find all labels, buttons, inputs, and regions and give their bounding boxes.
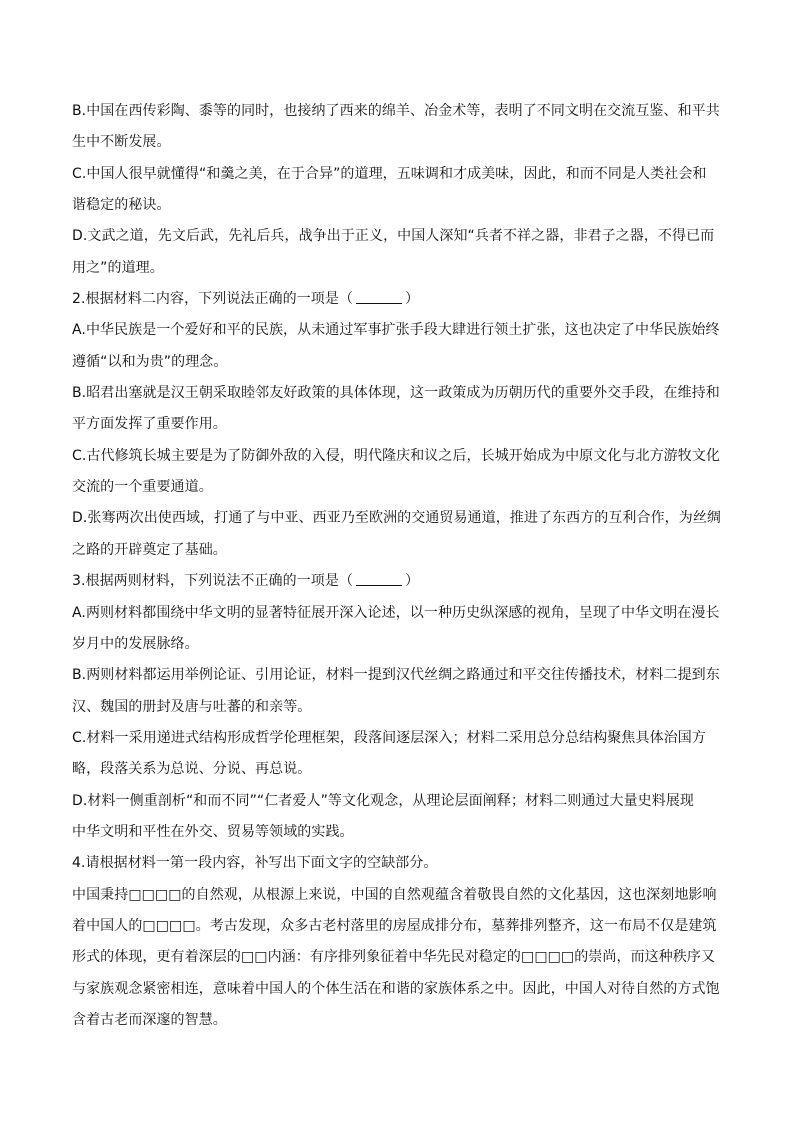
q1-option-b-line1: B.中国在西传彩陶、黍等的同时，也接纳了西来的绵羊、冶金术等，表明了不同文明在交流互鉴、和平共 — [72, 103, 720, 119]
q4-passage-line: 含着古老而深邃的智慧。 — [72, 1011, 227, 1028]
q3-option-d-line2: 中华文明和平性在外交、贸易等领域的实践。 — [72, 823, 354, 840]
q2-option-a-line2: 遵循“以和为贵”的理念。 — [72, 353, 228, 370]
q2-stem — [72, 284, 722, 315]
q3-stem-text: 3.根据两则材料，下列说法不正确的一项是（ — [72, 573, 354, 590]
q2-option-b-line2: 平方面发挥了重要作用。 — [72, 416, 227, 433]
q1-option-c-line2: 谐稳定的秘诀。 — [72, 197, 171, 214]
q3-answer-blank[interactable] — [356, 571, 402, 586]
q2-stem-close: ） — [405, 291, 420, 308]
q2-stem-text: 2.根据材料二内容，下列说法正确的一项是（ — [72, 291, 354, 308]
q4-passage-line: 着中国人的□□□□。考古发现，众多古老村落里的房屋成排分布，墓葬排列整齐，这一布局不仅是建筑 — [72, 917, 717, 934]
q3-stem — [72, 566, 722, 597]
q3-option-b-line1: B.两则材料都运用举例论证、引用论证，材料一提到汉代丝绸之路通过和平交往传播技术，材料二提到东 — [72, 667, 720, 684]
q2-option-d-line1: D.张骞两次出使西域，打通了与中亚、西亚乃至欧洲的交通贸易通道，推进了东西方的互利合作，为丝绸 — [72, 510, 721, 527]
q3-stem-close: ） — [405, 573, 420, 590]
q4-stem: 4.请根据材料一第一段内容，补写出下面文字的空缺部分。 — [72, 855, 438, 872]
q3-option-c-line1: C.材料一采用递进式结构形成哲学伦理框架，段落间逐层深入；材料二采用总分总结构聚焦具体治国方 — [72, 729, 706, 746]
q4-passage-line: 中国秉持□□□□的自然观，从根源上来说，中国的自然观蕴含着敬畏自然的文化基因，这也深刻地影响 — [72, 886, 717, 903]
q2-option-b-line1: B.昭君出塞就是汉王朝采取睦邻友好政策的具体体现，这一政策成为历朝历代的重要外交手段，在维持和 — [72, 385, 720, 402]
q1-option-c-line1: C.中国人很早就懂得“和羹之美，在于合异”的道理，五味调和才成美味，因此，和而不同是人类社会和 — [72, 165, 707, 182]
q4-passage-line: 形式的体现，更有着深层的□□内涵：有序排列象征着中华先民对稳定的□□□□的崇尚，而这种秩序又 — [72, 949, 716, 966]
q3-option-b-line2: 汉、魏国的册封及唐与吐蕃的和亲等。 — [72, 698, 312, 715]
q4-passage-line: 与家族观念紧密相连，意味着中国人的个体生活在和谐的家族体系之中。因此，中国人对待自然的方式饱 — [72, 980, 720, 997]
q2-answer-blank[interactable] — [356, 289, 402, 304]
q2-option-c-line2: 交流的一个重要通道。 — [72, 479, 213, 496]
q3-option-d-line1: D.材料一侧重剖析“和而不同”“仁者爱人”等文化观念，从理论层面阐释；材料二则通过大量史料展现 — [72, 792, 694, 809]
q2-option-c-line1: C.古代修筑长城主要是为了防御外敌的入侵，明代隆庆和议之后，长城开始成为中原文化与北方游牧文化 — [72, 447, 720, 464]
q3-option-c-line2: 略，段落关系为总说、分说、再总说。 — [72, 761, 312, 778]
q2-option-a-line1: A.中华民族是一个爱好和平的民族，从未通过军事扩张手段大肆进行领土扩张，这也决定了中华民族始终 — [72, 322, 720, 339]
q3-option-a-line1: A.两则材料都围绕中华文明的显著特征展开深入论述，以一种历史纵深感的视角，呈现了中华文明在漫长 — [72, 604, 720, 621]
q1-option-d-line1: D.文武之道，先文后武，先礼后兵，战争出于正义，中国人深知“兵者不祥之器，非君子之器，不得已而 — [72, 228, 715, 245]
q1-option-b-line2: 生中不断发展。 — [72, 134, 171, 151]
q3-option-a-line2: 岁月中的发展脉络。 — [72, 635, 199, 652]
q2-option-d-line2: 之路的开辟奠定了基础。 — [72, 541, 227, 558]
q1-option-d-line2: 用之”的道理。 — [72, 259, 164, 276]
